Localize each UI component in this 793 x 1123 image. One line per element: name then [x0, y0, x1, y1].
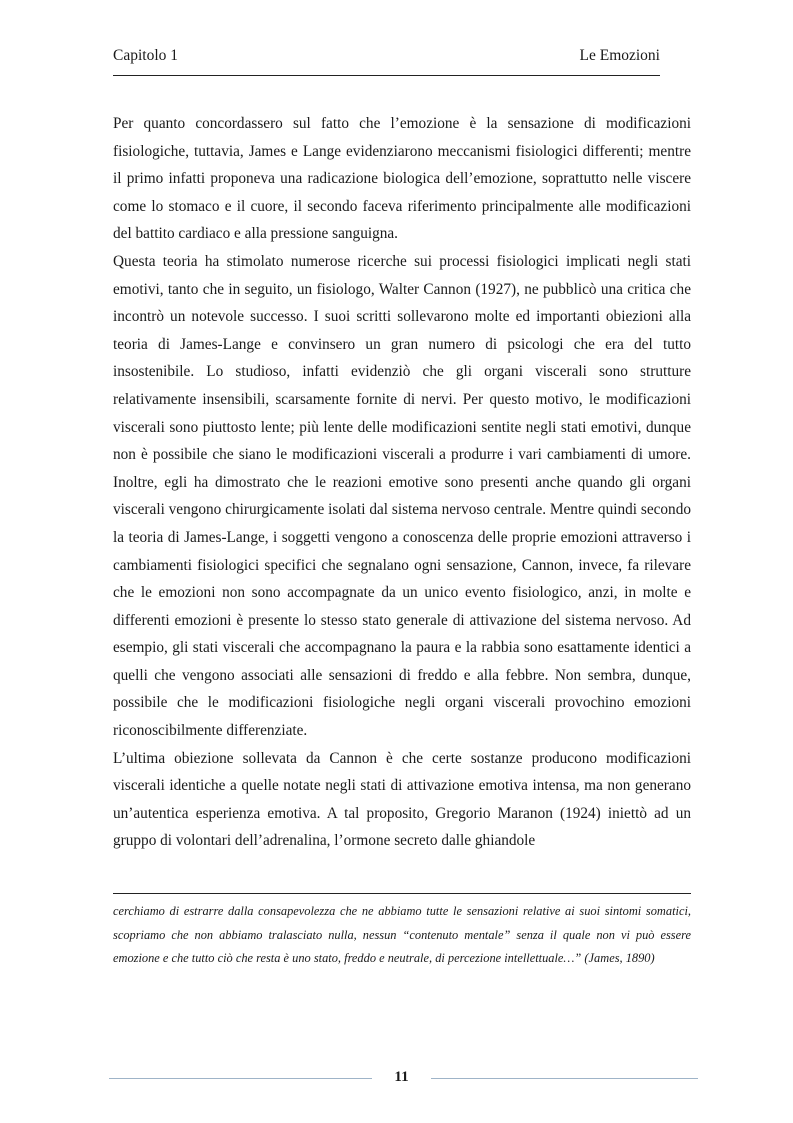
chapter-label: Capitolo 1 [113, 47, 179, 64]
footnote: cerchiamo di estrarre dalla consapevolezza che ne abbiamo tutte le sensazioni relative ai suoi sintomi somatici, scopriamo che non abbiamo tralasciato nulla, nessun “contenuto mentale” senza il quale non vi può essere emozione e che tutto ciò che resta è uno stato, freddo e neutrale, di percezione intellettuale…” (James, 1890) [113, 904, 691, 965]
page-number: 11 [394, 1069, 409, 1085]
paragraph: Questa teoria ha stimolato numerose ricerche sui processi fisiologici implicati negli stati emotivi, tanto che in seguito, un fisiologo, Walter Cannon (1927), ne pubblicò una critica che incontrò un notevole successo. I suoi scritti sollevarono molte ed importanti obiezioni alla teoria di James-Lange e convinsero un gran numero di psicologi che era del tutto insostenibile. Lo studioso, infatti evidenziò che gli organi viscerali sono strutture relativamente insensibili, scarsamente fornite di nervi. Per questo motivo, le modificazioni viscerali sono piuttosto lente; più lente delle modificazioni sentite negli stati emotivi, dunque non è possibile che siano le modificazioni viscerali a produrre i vari cambiamenti di umore. Inoltre, egli ha dimostrato che le reazioni emotive sono presenti anche quando gli organi viscerali vengono chirurgicamente isolati dal sistema nervoso centrale. Mentre quindi secondo la teoria di James-Lange, i soggetti vengono a conoscenza delle proprie emozioni attraverso i cambiamenti fisiologici specifici che segnalano ogni sensazione, Cannon, invece, fa rilevare che le emozioni non sono accompagnate da un unico evento fisiologico, anzi, in molte e differenti emozioni è presente lo stesso stato generale di attivazione del sistema nervoso. Ad esempio, gli stati viscerali che accompagnano la paura e la rabbia sono esattamente identici a quelli che vengono associati alle sensazioni di freddo e alla febbre. Non sembra, dunque, possibile che le modificazioni fisiologiche negli organi viscerali provochino emozioni riconoscibilmente differenziate. [113, 252, 691, 740]
header-rule [113, 75, 660, 76]
body-text [113, 110, 691, 855]
footer-rule-left [109, 1078, 372, 1079]
paragraph: L’ultima obiezione sollevata da Cannon è che certe sostanze producono modificazioni viscerali identiche a quelle notate negli stati di attivazione emotiva intensa, ma non generano un’autentica esperienza emotiva. A tal proposito, Gregorio Maranon (1924) iniettò ad un gruppo di volontari dell’adrenalina, l’ormone secreto dalle ghiandole [113, 749, 691, 850]
footer-rule-right [431, 1078, 698, 1079]
running-header [113, 47, 660, 65]
paragraph: Per quanto concordassero sul fatto che l’emozione è la sensazione di modificazioni fisiologiche, tuttavia, James e Lange evidenziarono meccanismi fisiologici differenti; mentre il primo infatti proponeva una radicazione biologica dell’emozione, soprattutto nelle viscere come lo stomaco e il cuore, il secondo faceva riferimento principalmente alle modificazioni del battito cardiaco e alla pressione sanguigna. [113, 115, 691, 243]
section-title: Le Emozioni [579, 47, 660, 64]
footnote-rule [113, 893, 691, 894]
